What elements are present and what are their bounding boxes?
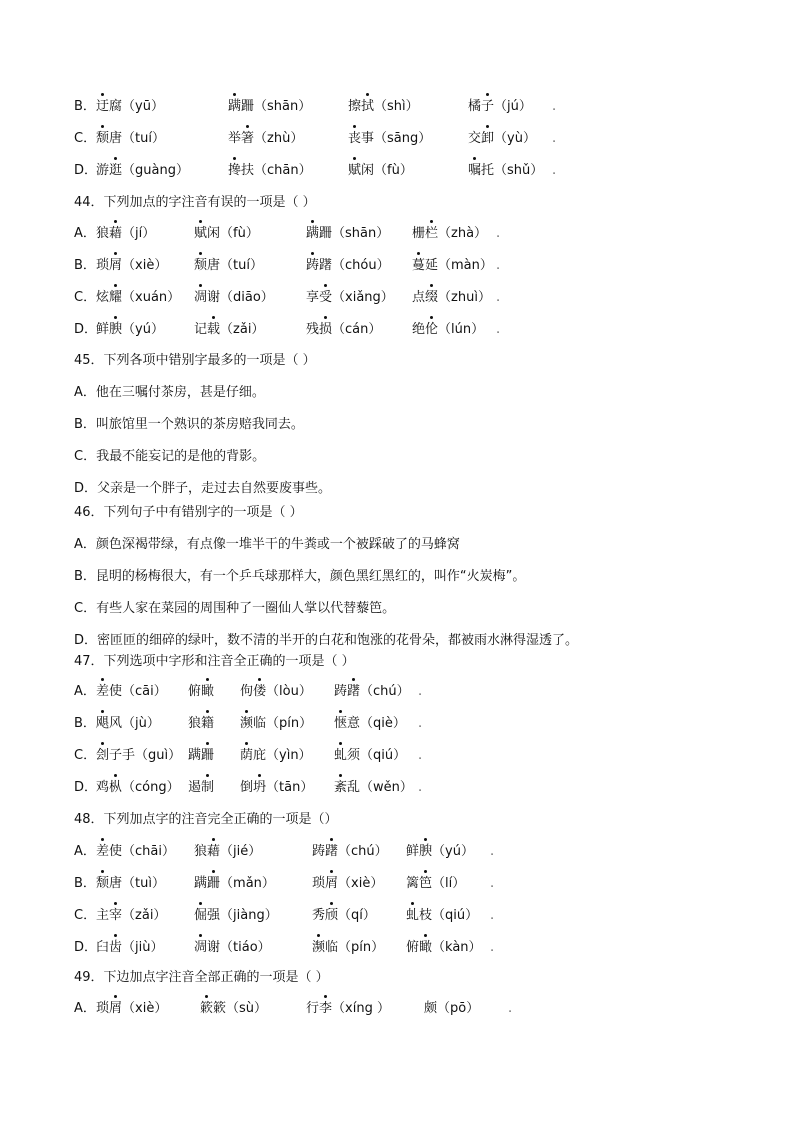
plain-char: 遏 [188, 780, 202, 795]
dotted-char: 差 [96, 841, 109, 863]
option-item [334, 713, 406, 735]
pinyin-text: 临（pín） [325, 940, 385, 955]
line-end-mark: . [418, 748, 423, 763]
line-end-mark: . [418, 716, 423, 731]
option-item [200, 998, 267, 1020]
option-letter: C． [74, 131, 97, 146]
option-item [306, 255, 390, 277]
option-item [188, 777, 214, 799]
option-item [96, 745, 181, 767]
line-end-mark: . [552, 131, 557, 146]
option-item [96, 713, 160, 735]
option-letter: B． [74, 716, 96, 731]
pinyin-text: （xuán） [122, 290, 181, 305]
option-letter: D． [74, 322, 98, 337]
option-item [306, 287, 394, 309]
pinyin-text: （xiǎng） [332, 290, 394, 305]
dotted-char: 藉 [207, 841, 220, 863]
plain-char: 擦 [348, 99, 362, 114]
pinyin-text: 事（sāng） [361, 131, 432, 146]
option-text: A．他在三嘱付茶房，甚是仔细。 [74, 385, 265, 400]
option-text: C．有些人家在菜园的周围种了一圈仙人掌以代替藜笆。 [74, 601, 396, 616]
pinyin-text: （yú） [122, 322, 164, 337]
plain-char: 蹒 [194, 876, 208, 891]
pinyin-text: 唐（tuí） [109, 131, 165, 146]
question-stem [74, 651, 355, 673]
pinyin-text: （shì） [374, 99, 419, 114]
dotted-char: 籍 [201, 713, 214, 735]
plain-char: 蹒 [188, 748, 202, 763]
pinyin-text: 跚（shān） [241, 99, 312, 114]
question-stem-text: 46．下列句子中有错别字的一项是（ ） [74, 505, 303, 520]
option-row [0, 905, 800, 927]
pinyin-text: 闲（fù） [361, 163, 413, 178]
option-item [240, 777, 313, 799]
option-item [96, 96, 164, 118]
dotted-char: 藉 [109, 223, 122, 245]
dotted-char: 颓 [96, 128, 109, 150]
pinyin-text: （xiè） [338, 876, 384, 891]
option-item [194, 905, 278, 927]
option-text: C．我最不能妄记的是他的背影。 [74, 449, 266, 464]
option-item [194, 937, 271, 959]
option-row [74, 446, 265, 468]
option-letter: D． [74, 163, 98, 178]
plain-char: 篱 [406, 876, 420, 891]
option-text: D．密匝匝的细碎的绿叶，数不清的半开的白花和饱涨的花骨朵，都被雨水淋得湿透了。 [74, 633, 579, 648]
option-row [74, 478, 331, 500]
option-letter: C． [74, 748, 97, 763]
option-item [306, 998, 390, 1020]
option-letter: A． [74, 684, 96, 699]
line-end-mark: . [496, 258, 501, 273]
plain-char: 残 [306, 322, 320, 337]
line-end-mark: . [552, 99, 557, 114]
pinyin-text: （zhù） [254, 131, 304, 146]
dotted-char: 赋 [194, 223, 207, 245]
dotted-char: 伦 [425, 319, 438, 341]
option-item [424, 998, 479, 1020]
option-item [412, 255, 493, 277]
option-row [74, 382, 265, 404]
option-item [334, 745, 406, 767]
dotted-char: 迂 [96, 96, 109, 118]
option-letter: A． [74, 226, 96, 241]
pinyin-text: 躇（chóu） [319, 258, 390, 273]
pinyin-text: （cóng） [122, 780, 180, 795]
pinyin-text: （chú） [360, 684, 410, 699]
pinyin-text: （xiè） [122, 258, 168, 273]
option-letter: A． [74, 1001, 96, 1016]
option-letter: A． [74, 844, 96, 859]
dotted-char: 颓 [96, 873, 109, 895]
dotted-char: 虬 [406, 905, 419, 927]
dotted-char: 拭 [361, 96, 374, 118]
pinyin-text: （mǎn） [220, 876, 275, 891]
option-text: B．叫旅馆里一个熟识的茶房赔我同去。 [74, 417, 304, 432]
option-item [96, 873, 165, 895]
option-row [0, 841, 800, 863]
plain-char: 行 [306, 1001, 320, 1016]
option-item [96, 681, 167, 703]
plain-char: 琐 [96, 258, 110, 273]
dotted-char: 蔓 [412, 255, 425, 277]
pinyin-text: （zhuì） [438, 290, 491, 305]
line-end-mark: . [490, 908, 495, 923]
option-item [334, 681, 410, 703]
option-item [194, 319, 264, 341]
pinyin-text: 腐（yū） [109, 99, 164, 114]
dotted-char: 躇 [325, 841, 338, 863]
dotted-char: 屑 [109, 998, 122, 1020]
dotted-char: 偻 [253, 681, 266, 703]
dotted-char: 耀 [109, 287, 122, 309]
plain-char: 琐 [96, 1001, 110, 1016]
dotted-char: 载 [207, 319, 220, 341]
pinyin-text: 使（chāi） [109, 844, 175, 859]
dotted-char: 腴 [419, 841, 432, 863]
dotted-char: 搀 [228, 160, 241, 182]
option-item [194, 223, 259, 245]
plain-char: 鸡 [96, 780, 110, 795]
pinyin-text: 跚（shān） [319, 226, 390, 241]
pinyin-text: （pō） [437, 1001, 480, 1016]
pinyin-text: 强（jiàng） [207, 908, 278, 923]
option-text: D．父亲是一个胖子，走过去自然要废事些。 [74, 481, 332, 496]
plain-char: 栅 [412, 226, 426, 241]
dotted-char: 颓 [194, 255, 207, 277]
question-stem-text: 49．下边加点字注音全部正确的一项是（ ） [74, 970, 329, 985]
question-stem [74, 350, 316, 372]
plain-char: 鲜 [96, 322, 110, 337]
question-stem [74, 809, 338, 831]
option-item [188, 681, 214, 703]
option-item [96, 160, 189, 182]
pinyin-text: （jí） [122, 226, 156, 241]
option-row [0, 998, 800, 1020]
pinyin-text: 延（màn） [425, 258, 493, 273]
pinyin-text: （xíng ） [332, 1001, 390, 1016]
option-row [0, 96, 800, 118]
option-item [228, 160, 312, 182]
option-item [96, 905, 166, 927]
option-row [0, 223, 800, 245]
pinyin-text: 乱（wěn） [347, 780, 413, 795]
option-item [96, 998, 167, 1020]
pinyin-text: 唐（tuì） [109, 876, 165, 891]
option-item [406, 937, 482, 959]
pinyin-text: 临（pín） [253, 716, 313, 731]
dotted-char: 笆 [419, 873, 432, 895]
question-stem-text: 45．下列各项中错别字最多的一项是（ ） [74, 353, 316, 368]
dotted-char: 缀 [425, 287, 438, 309]
plain-char: 俯 [188, 684, 202, 699]
question-stem-text: 47．下列选项中字形和注音全正确的一项是（ ） [74, 654, 355, 669]
option-row [0, 777, 800, 799]
pinyin-text: （qí） [338, 908, 376, 923]
pinyin-text: （tān） [266, 780, 314, 795]
line-end-mark: . [552, 163, 557, 178]
pinyin-text: （cán） [332, 322, 382, 337]
option-item [312, 841, 388, 863]
dotted-char: 凋 [194, 937, 207, 959]
plain-char: 狼 [96, 226, 110, 241]
question-stem-text: 48．下列加点字的注音完全正确的一项是（） [74, 812, 338, 827]
line-end-mark: . [490, 844, 495, 859]
dotted-char: 紊 [334, 777, 347, 799]
option-row [0, 681, 800, 703]
pinyin-text: 唐（tuí） [207, 258, 263, 273]
dotted-char: 蹒 [306, 223, 319, 245]
pinyin-text: （yù） [494, 131, 536, 146]
dotted-char: 卸 [481, 128, 494, 150]
option-item [96, 287, 180, 309]
plain-char: 颇 [424, 1001, 438, 1016]
question-stem [74, 502, 303, 524]
dotted-char: 齿 [109, 937, 122, 959]
dotted-char: 箸 [241, 128, 254, 150]
pinyin-text: 庇（yìn） [253, 748, 312, 763]
pinyin-text: （lí） [432, 876, 466, 891]
option-item [194, 841, 261, 863]
option-row [0, 287, 800, 309]
option-item [468, 160, 543, 182]
option-item [306, 319, 381, 341]
pinyin-text: （zǎi） [122, 908, 167, 923]
option-item [240, 745, 312, 767]
plain-char: 橘 [468, 99, 482, 114]
dotted-char: 丧 [348, 128, 361, 150]
pinyin-text: 使（cāi） [109, 684, 167, 699]
question-stem [74, 192, 316, 214]
dotted-char: 李 [319, 998, 332, 1020]
dotted-char: 腴 [109, 319, 122, 341]
pinyin-text: （lún） [438, 322, 485, 337]
option-letter: C． [74, 908, 97, 923]
pinyin-text: 谢（diāo） [207, 290, 274, 305]
option-row [0, 255, 800, 277]
dotted-char: 跚 [201, 745, 214, 767]
option-row [0, 745, 800, 767]
option-item [188, 713, 214, 735]
option-item [468, 96, 532, 118]
line-end-mark: . [418, 780, 423, 795]
plain-char: 佝 [240, 684, 254, 699]
plain-char: 主 [96, 908, 110, 923]
dotted-char: 制 [201, 777, 214, 799]
dotted-char: 踌 [306, 255, 319, 277]
dotted-char: 屑 [325, 873, 338, 895]
pinyin-text: （guàng） [122, 163, 189, 178]
pinyin-text: （yú） [432, 844, 474, 859]
dotted-char: 栏 [425, 223, 438, 245]
line-end-mark: . [418, 684, 423, 699]
option-item [240, 713, 312, 735]
option-item [348, 96, 419, 118]
dotted-char: 枞 [109, 777, 122, 799]
plain-char: 举 [228, 131, 242, 146]
option-item [306, 223, 389, 245]
option-item [312, 873, 383, 895]
option-row [74, 414, 304, 436]
option-item [312, 905, 376, 927]
option-item [406, 841, 474, 863]
option-letter: C． [74, 290, 97, 305]
pinyin-text: 枝（qiú） [419, 908, 479, 923]
line-end-mark: . [508, 1001, 513, 1016]
pinyin-text: 子手（guì） [109, 748, 182, 763]
option-item [406, 873, 465, 895]
plain-char: 交 [468, 131, 482, 146]
plain-char: 倒 [240, 780, 254, 795]
plain-char: 踌 [312, 844, 326, 859]
dotted-char: 蹒 [228, 96, 241, 118]
line-end-mark: . [490, 876, 495, 891]
option-item [188, 745, 214, 767]
pinyin-text: 簌（sù） [213, 1001, 268, 1016]
question-stem [74, 967, 329, 989]
option-item [96, 937, 164, 959]
option-item [312, 937, 384, 959]
plain-char: 炫 [96, 290, 110, 305]
dotted-char: 赋 [348, 160, 361, 182]
dotted-char: 屑 [109, 255, 122, 277]
option-row [0, 713, 800, 735]
dotted-char: 刽 [96, 745, 109, 767]
line-end-mark: . [496, 226, 501, 241]
pinyin-text: （kàn） [432, 940, 482, 955]
plain-char: 点 [412, 290, 426, 305]
dotted-char: 凋 [194, 287, 207, 309]
dotted-char: 濒 [312, 937, 325, 959]
plain-char: 狼 [188, 716, 202, 731]
dotted-char: 差 [96, 681, 109, 703]
dotted-char: 逛 [109, 160, 122, 182]
option-letter: B． [74, 876, 96, 891]
dotted-char: 飓 [96, 713, 109, 735]
option-item [228, 128, 303, 150]
option-row [74, 630, 578, 652]
pinyin-text: 托（shǔ） [481, 163, 544, 178]
dotted-char: 簌 [200, 998, 213, 1020]
option-letter: D． [74, 940, 98, 955]
option-item [228, 96, 311, 118]
option-text: B．昆明的杨梅很大，有一个乒乓球那样大，颜色黑红黑红的，叫作“火炭梅”。 [74, 569, 526, 584]
option-row [74, 598, 395, 620]
option-item [96, 841, 175, 863]
dotted-char: 瞰 [201, 681, 214, 703]
option-item [412, 223, 487, 245]
option-item [96, 319, 164, 341]
option-item [412, 319, 484, 341]
option-letter: B． [74, 99, 96, 114]
pinyin-text: 谢（tiáo） [207, 940, 271, 955]
option-row [74, 534, 460, 556]
dotted-char: 跚 [207, 873, 220, 895]
option-item [334, 777, 413, 799]
plain-char: 享 [306, 290, 320, 305]
option-item [194, 873, 275, 895]
question-stem-text: 44．下列加点的字注音有误的一项是（ ） [74, 195, 316, 210]
line-end-mark: . [490, 940, 495, 955]
option-item [406, 905, 478, 927]
plain-char: 狼 [194, 844, 208, 859]
option-letter: D． [74, 780, 98, 795]
dotted-char: 瞰 [419, 937, 432, 959]
pinyin-text: 须（qiú） [347, 748, 407, 763]
option-text: A．颜色深褐带绿，有点像一堆半干的牛粪或一个被踩破了的马蜂窝 [74, 537, 460, 552]
option-row [0, 937, 800, 959]
plain-char: 俯 [406, 940, 420, 955]
dotted-char: 坍 [253, 777, 266, 799]
dotted-char: 倔 [194, 905, 207, 927]
pinyin-text: （chú） [338, 844, 388, 859]
option-item [348, 128, 431, 150]
dotted-char: 子 [481, 96, 494, 118]
option-item [96, 223, 155, 245]
dotted-char: 濒 [240, 713, 253, 735]
option-row [0, 319, 800, 341]
option-item [240, 681, 312, 703]
option-row [0, 128, 800, 150]
plain-char: 臼 [96, 940, 110, 955]
dotted-char: 宰 [109, 905, 122, 927]
pinyin-text: （zhà） [438, 226, 488, 241]
dotted-char: 躇 [347, 681, 360, 703]
pinyin-text: 意（qiè） [347, 716, 406, 731]
option-item [412, 287, 491, 309]
dotted-char: 虬 [334, 745, 347, 767]
plain-char: 游 [96, 163, 110, 178]
dotted-char: 荫 [240, 745, 253, 767]
option-item [194, 287, 274, 309]
option-row [0, 160, 800, 182]
plain-char: 秀 [312, 908, 326, 923]
dotted-char: 惬 [334, 713, 347, 735]
pinyin-text: 风（jù） [109, 716, 160, 731]
pinyin-text: （xiè） [122, 1001, 168, 1016]
pinyin-text: （jié） [220, 844, 262, 859]
option-item [194, 255, 263, 277]
pinyin-text: （jiù） [122, 940, 164, 955]
line-end-mark: . [496, 290, 501, 305]
line-end-mark: . [496, 322, 501, 337]
dotted-char: 损 [319, 319, 332, 341]
dotted-char: 颀 [325, 905, 338, 927]
plain-char: 绝 [412, 322, 426, 337]
plain-char: 琐 [312, 876, 326, 891]
plain-char: 记 [194, 322, 208, 337]
option-item [96, 255, 167, 277]
option-item [468, 128, 536, 150]
pinyin-text: 闲（fù） [207, 226, 259, 241]
dotted-char: 嘱 [468, 160, 481, 182]
option-item [96, 128, 165, 150]
pinyin-text: （lòu） [266, 684, 312, 699]
option-item [96, 777, 180, 799]
option-row [74, 566, 525, 588]
pinyin-text: （jú） [494, 99, 532, 114]
option-item [348, 160, 413, 182]
option-row [0, 873, 800, 895]
pinyin-text: （zǎi） [220, 322, 265, 337]
plain-char: 踌 [334, 684, 348, 699]
dotted-char: 受 [319, 287, 332, 309]
plain-char: 鲜 [406, 844, 420, 859]
option-letter: B． [74, 258, 96, 273]
pinyin-text: 扶（chān） [241, 163, 312, 178]
